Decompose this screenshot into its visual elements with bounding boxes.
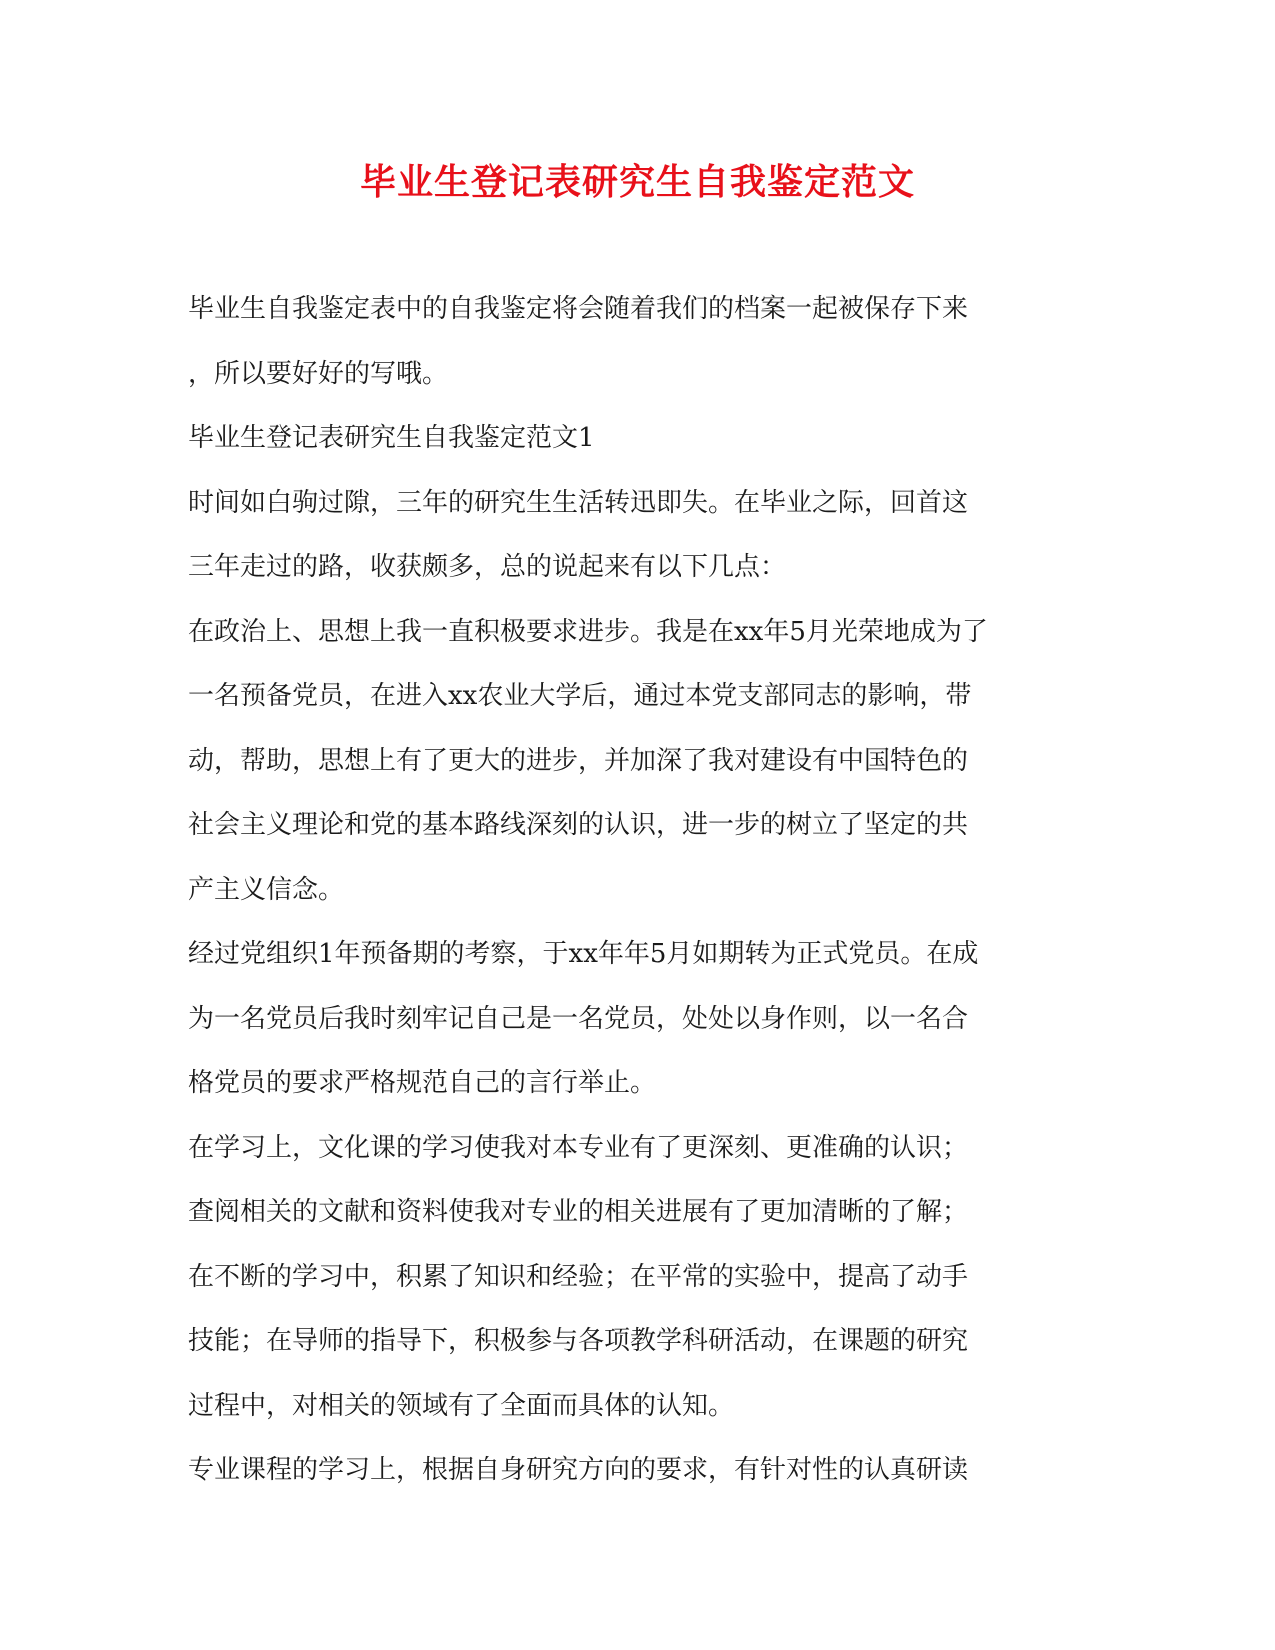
body-line: 经过党组织1年预备期的考察，于xx年年5月如期转为正式党员。在成 xyxy=(188,939,979,969)
body-line: 查阅相关的文献和资料使我对专业的相关进展有了更加清晰的了解； xyxy=(188,1197,969,1227)
body-line: 在不断的学习中，积累了知识和经验；在平常的实验中，提高了动手 xyxy=(188,1261,969,1292)
body-line: 过程中，对相关的领域有了全面而具体的认知。 xyxy=(188,1390,735,1421)
document-title: 毕业生登记表研究生自我鉴定范文 xyxy=(359,161,915,203)
body-line: 为一名党员后我时刻牢记自己是一名党员，处处以身作则，以一名合 xyxy=(188,1003,969,1034)
body-line: 毕业生自我鉴定表中的自我鉴定将会随着我们的档案一起被保存下来 xyxy=(188,294,969,324)
body-line: 在学习上，文化课的学习使我对本专业有了更深刻、更准确的认识； xyxy=(188,1132,969,1163)
body-line: 三年走过的路，收获颇多，总的说起来有以下几点： xyxy=(188,552,787,582)
body-line: 产主义信念。 xyxy=(188,874,345,905)
body-line: 时间如白驹过隙，三年的研究生生活转迅即失。在毕业之际，回首这 xyxy=(188,487,969,518)
body-line: 一名预备党员，在进入xx农业大学后，通过本党支部同志的影响，带 xyxy=(188,681,972,711)
body-line: 在政治上、思想上我一直积极要求进步。我是在xx年5月光荣地成为了 xyxy=(188,616,988,647)
body-line: 社会主义理论和党的基本路线深刻的认识，进一步的树立了坚定的共 xyxy=(188,810,969,840)
body-line: 专业课程的学习上，根据自身研究方向的要求，有针对性的认真研读 xyxy=(188,1455,969,1485)
body-line: 技能；在导师的指导下，积极参与各项教学科研活动，在课题的研究 xyxy=(188,1326,969,1356)
document-body xyxy=(188,277,1068,1503)
body-line: 动，帮助，思想上有了更大的进步，并加深了我对建设有中国特色的 xyxy=(188,745,969,776)
body-line: ，所以要好好的写哦。 xyxy=(188,358,449,389)
body-line: 格党员的要求严格规范自己的言行举止。 xyxy=(188,1068,657,1098)
section-heading: 毕业生登记表研究生自我鉴定范文1 xyxy=(188,423,595,453)
